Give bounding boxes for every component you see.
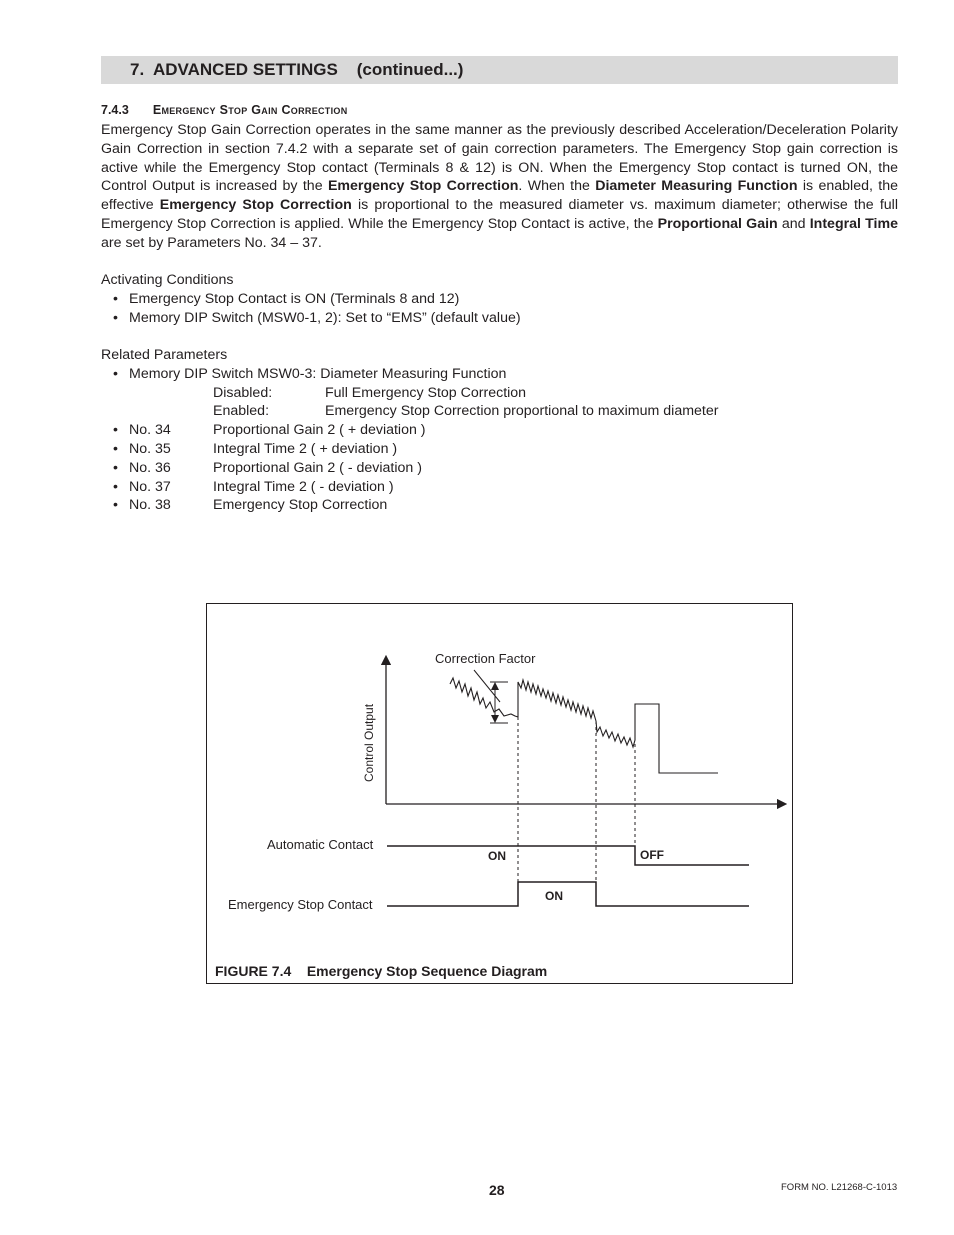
control-output-curve-pre <box>450 678 518 717</box>
section-banner <box>101 56 898 84</box>
sequence-diagram-figure <box>206 603 793 984</box>
related-heading: Related Parameters <box>101 347 228 363</box>
activating-heading: Activating Conditions <box>101 272 234 288</box>
automatic-on-label: ON <box>488 849 506 863</box>
emergency-on-label: ON <box>545 889 563 903</box>
automatic-off-label: OFF <box>640 848 664 862</box>
param-row: • No. 38 Emergency Stop Correction <box>113 497 388 514</box>
subsection-name: Emergency Stop Gain Correction <box>152 103 348 117</box>
param-row: • No. 37 Integral Time 2 ( - deviation ) <box>113 478 394 495</box>
description-paragraph: Emergency Stop Gain Correction operates in the same manner as the previously described Acceleration/Deceleration Polarity Gain Correction in section 7.4.2 with a separate set of gain correction parameters. The Emergency Stop gain correction is active while the Emergency Stop contact (Terminals 8 & 12) is ON. When the Emergency Stop contact is turned ON, the Control Output is increased by the Emergency Stop Correction. When the Diameter Measuring Function is enabled, the effective Emergency Stop Correction is proportional to the measured diameter vs. maximum diameter; otherwise the full Emergency Stop Correction is applied. While the Emergency Stop Contact is active, the Proportional Gain and Integral Time are set by Parameters No. 34 – 37. <box>101 122 898 251</box>
control-output-curve-emergency <box>518 680 596 721</box>
section-heading: 7. ADVANCED SETTINGS (continued...) <box>130 60 464 79</box>
figure-caption: FIGURE 7.4 Emergency Stop Sequence Diagram <box>215 963 548 979</box>
control-output-curve-post <box>596 704 718 773</box>
list-item: • Emergency Stop Contact is ON (Terminals 8 and 12) <box>113 290 460 307</box>
option-row: Enabled: Emergency Stop Correction proportional to maximum diameter <box>213 403 719 420</box>
list-item: • Memory DIP Switch (MSW0-1, 2): Set to “EMS” (default value) <box>113 309 521 326</box>
option-row: Disabled: Full Emergency Stop Correction <box>213 384 527 401</box>
emergency-contact-label: Emergency Stop Contact <box>228 897 373 912</box>
subsection-number: 7.4.3 <box>101 103 129 117</box>
automatic-contact-label: Automatic Contact <box>267 837 374 852</box>
subsection-title <box>101 103 348 117</box>
related-parameters <box>101 346 719 515</box>
param-row: • No. 36 Proportional Gain 2 ( - deviation ) <box>113 459 422 476</box>
form-number: FORM NO. L21268-C-1013 <box>781 1182 898 1193</box>
activating-conditions <box>101 271 521 327</box>
param-row: • No. 34 Proportional Gain 2 ( + deviation ) <box>113 422 426 439</box>
param-row: • No. 35 Integral Time 2 ( + deviation ) <box>113 440 398 457</box>
correction-factor-label: Correction Factor <box>435 651 536 666</box>
y-axis-label: Control Output <box>362 703 376 782</box>
emergency-stop-signal <box>387 882 749 906</box>
page-number: 28 <box>489 1182 505 1198</box>
automatic-contact-signal <box>387 846 749 865</box>
list-item: • Memory DIP Switch MSW0-3: Diameter Measuring Function <box>113 365 507 382</box>
